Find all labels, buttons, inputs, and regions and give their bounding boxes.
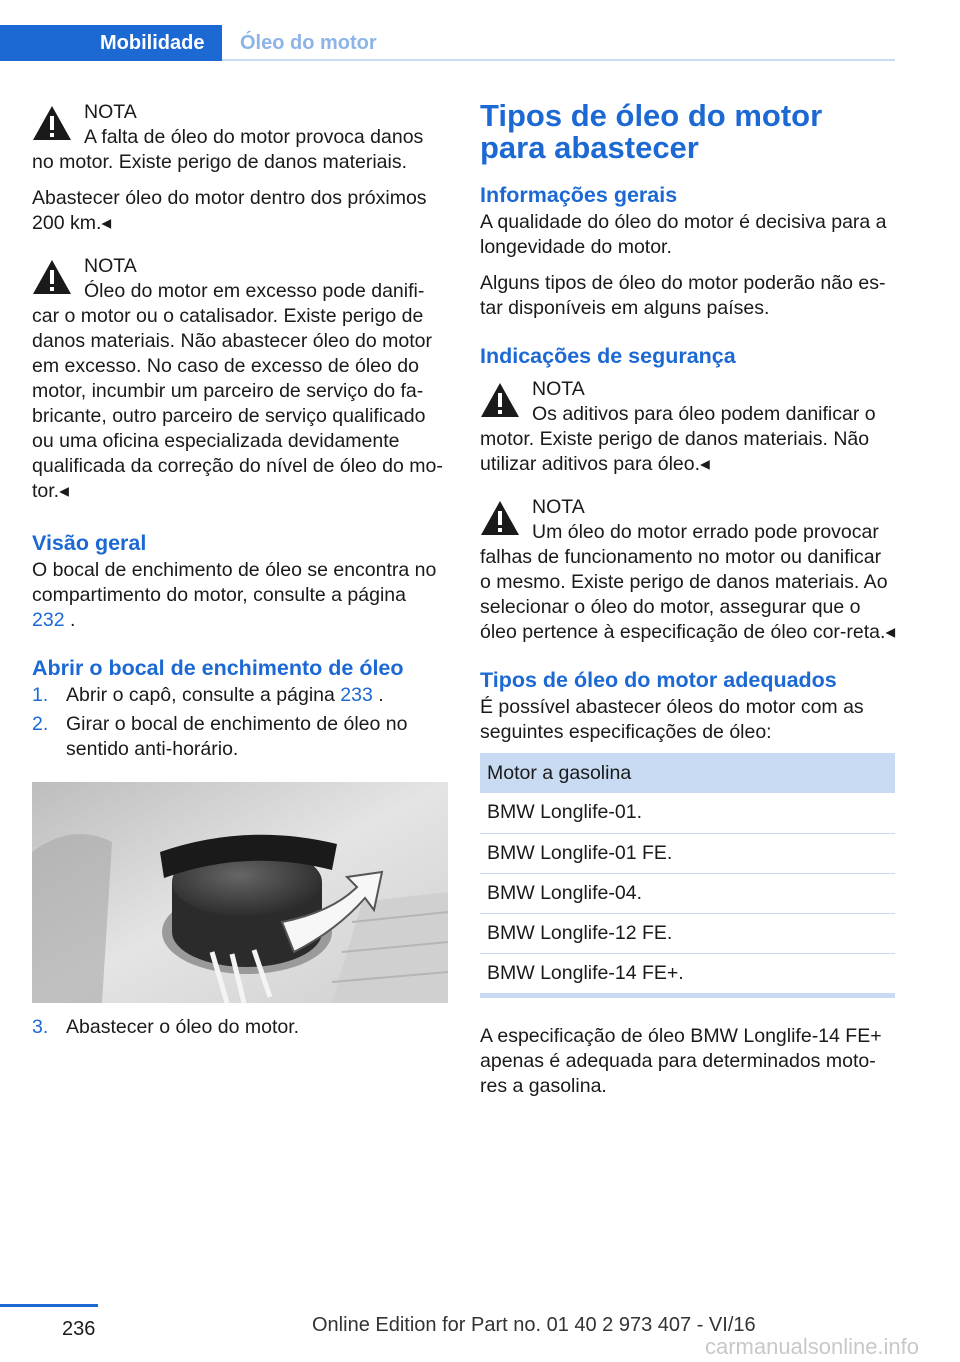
warning-triangle-icon (480, 381, 520, 419)
right-column (480, 100, 896, 1110)
paragraph: A especificação de óleo BMW Longlife-14 FE+ apenas é adequada para determinados moto-res a gasolina. (480, 1025, 882, 1097)
table-row (480, 833, 895, 873)
warning-note (480, 495, 896, 645)
step-text: . (372, 684, 384, 706)
paragraph (32, 558, 448, 633)
step-number: 1. (32, 684, 49, 706)
oil-filler-cap-illustration (32, 782, 448, 1003)
table-header-row (480, 753, 895, 793)
section-heading: Indicações de segurança (480, 344, 736, 368)
open-cap-section (32, 655, 448, 1040)
safety-section (480, 343, 896, 645)
note-text-first: A falta de óleo do motor provoca danos (84, 126, 424, 148)
step-text: Girar o bocal de enchimento de óleo no sentido anti-horário. (66, 713, 408, 760)
paragraph: A qualidade do óleo do motor é decisiva para a longevidade do motor. (480, 211, 887, 258)
list-item (32, 683, 448, 708)
table-cell: BMW Longlife-14 FE+. (487, 961, 684, 984)
note-text: motor. Existe perigo de danos materiais. Não utilizar aditivos para óleo.◂ (480, 428, 870, 475)
list-item (32, 712, 448, 762)
section-heading: Informações gerais (480, 183, 678, 207)
note-text-first: Um óleo do motor errado pode provocar (532, 521, 879, 543)
steps-list (32, 683, 448, 762)
table-row (480, 873, 895, 913)
note-title: NOTA (84, 101, 137, 123)
warning-note (32, 254, 448, 504)
step-number: 2. (32, 713, 49, 735)
paragraph-text: . (64, 609, 76, 631)
note-title: NOTA (532, 378, 585, 400)
warning-note (480, 377, 896, 477)
overview-section (32, 530, 448, 633)
suitable-oils-section (480, 667, 896, 1099)
note-text-first: Os aditivos para óleo podem danificar o (532, 403, 876, 425)
warning-triangle-icon (32, 104, 72, 142)
list-item (32, 1015, 448, 1040)
table-cell: BMW Longlife-01 FE. (480, 833, 895, 873)
step-number: 3. (32, 1016, 49, 1038)
topic-tab[interactable]: Óleo do motor (240, 32, 377, 54)
table-row (480, 913, 895, 953)
general-section (480, 182, 896, 321)
section-tab[interactable]: Mobilidade (0, 25, 222, 61)
table-cell: BMW Longlife-01. (480, 793, 895, 833)
page-link[interactable]: 232 (32, 609, 65, 631)
oil-cap-photo (32, 782, 448, 1003)
step-text: Abrir o capô, consulte a página (66, 684, 341, 706)
section-heading: Abrir o bocal de enchimento de óleo (32, 656, 404, 680)
warning-note (32, 100, 448, 175)
paragraph-text: O bocal de enchimento de óleo se encontra no compartimento do motor, consulte a página (32, 559, 437, 606)
table-row (480, 953, 895, 993)
left-column (32, 100, 448, 1044)
note-text-first: Óleo do motor em excesso pode danifi- (84, 280, 425, 302)
page-link[interactable]: 233 (340, 684, 373, 706)
table-header-cell: Motor a gasolina (480, 753, 895, 793)
note-text: falhas de funcionamento no motor ou danificar o mesmo. Existe perigo de danos materiais. Ao selecionar o óleo do motor, assegurar que o óleo pertence à especificação de óleo cor-reta.◂ (480, 546, 896, 643)
watermark: carmanualsonline.info (705, 1334, 920, 1359)
note-text: car o motor ou o catalisador. Existe perigo de danos materiais. Não abastecer óleo do motor em excesso. No caso de excesso de óleo do motor, incumbir um parceiro de serviço do fa-bricante, outro parceiro de serviço qualificado ou uma oficina especializada devidamente qualificada da correção do nível de óleo do mo-tor.◂ (32, 305, 443, 502)
step-text: Abastecer o óleo do motor. (66, 1016, 300, 1038)
section-heading: Tipos de óleo do motor adequados (480, 668, 837, 692)
paragraph: É possível abastecer óleos do motor com as seguintes especificações de óleo: (480, 696, 864, 743)
oil-spec-table (480, 753, 895, 993)
footer-divider (0, 1304, 98, 1307)
section-heading: Visão geral (32, 531, 147, 555)
paragraph: Alguns tipos de óleo do motor poderão não es-tar disponíveis em alguns países. (480, 272, 886, 319)
page-header (0, 25, 895, 63)
note-title: NOTA (84, 255, 137, 277)
page-title: Tipos de óleo do motor para abastecer (480, 98, 823, 165)
table-bottom-rule (480, 993, 895, 998)
table-row (480, 793, 895, 833)
note-text: no motor. Existe perigo de danos materiais. (32, 151, 408, 173)
table-cell: BMW Longlife-04. (480, 873, 895, 913)
header-divider (222, 59, 895, 61)
steps-list (32, 1015, 448, 1040)
table-cell: BMW Longlife-12 FE. (480, 913, 895, 953)
edition-label: Online Edition for Part no. 01 40 2 973 407 - VI/16 (312, 1314, 756, 1336)
page-number: 236 (62, 1318, 96, 1340)
warning-triangle-icon (480, 499, 520, 537)
note-title: NOTA (532, 496, 585, 518)
warning-triangle-icon (32, 258, 72, 296)
paragraph: Abastecer óleo do motor dentro dos próximos 200 km.◂ (32, 187, 427, 234)
